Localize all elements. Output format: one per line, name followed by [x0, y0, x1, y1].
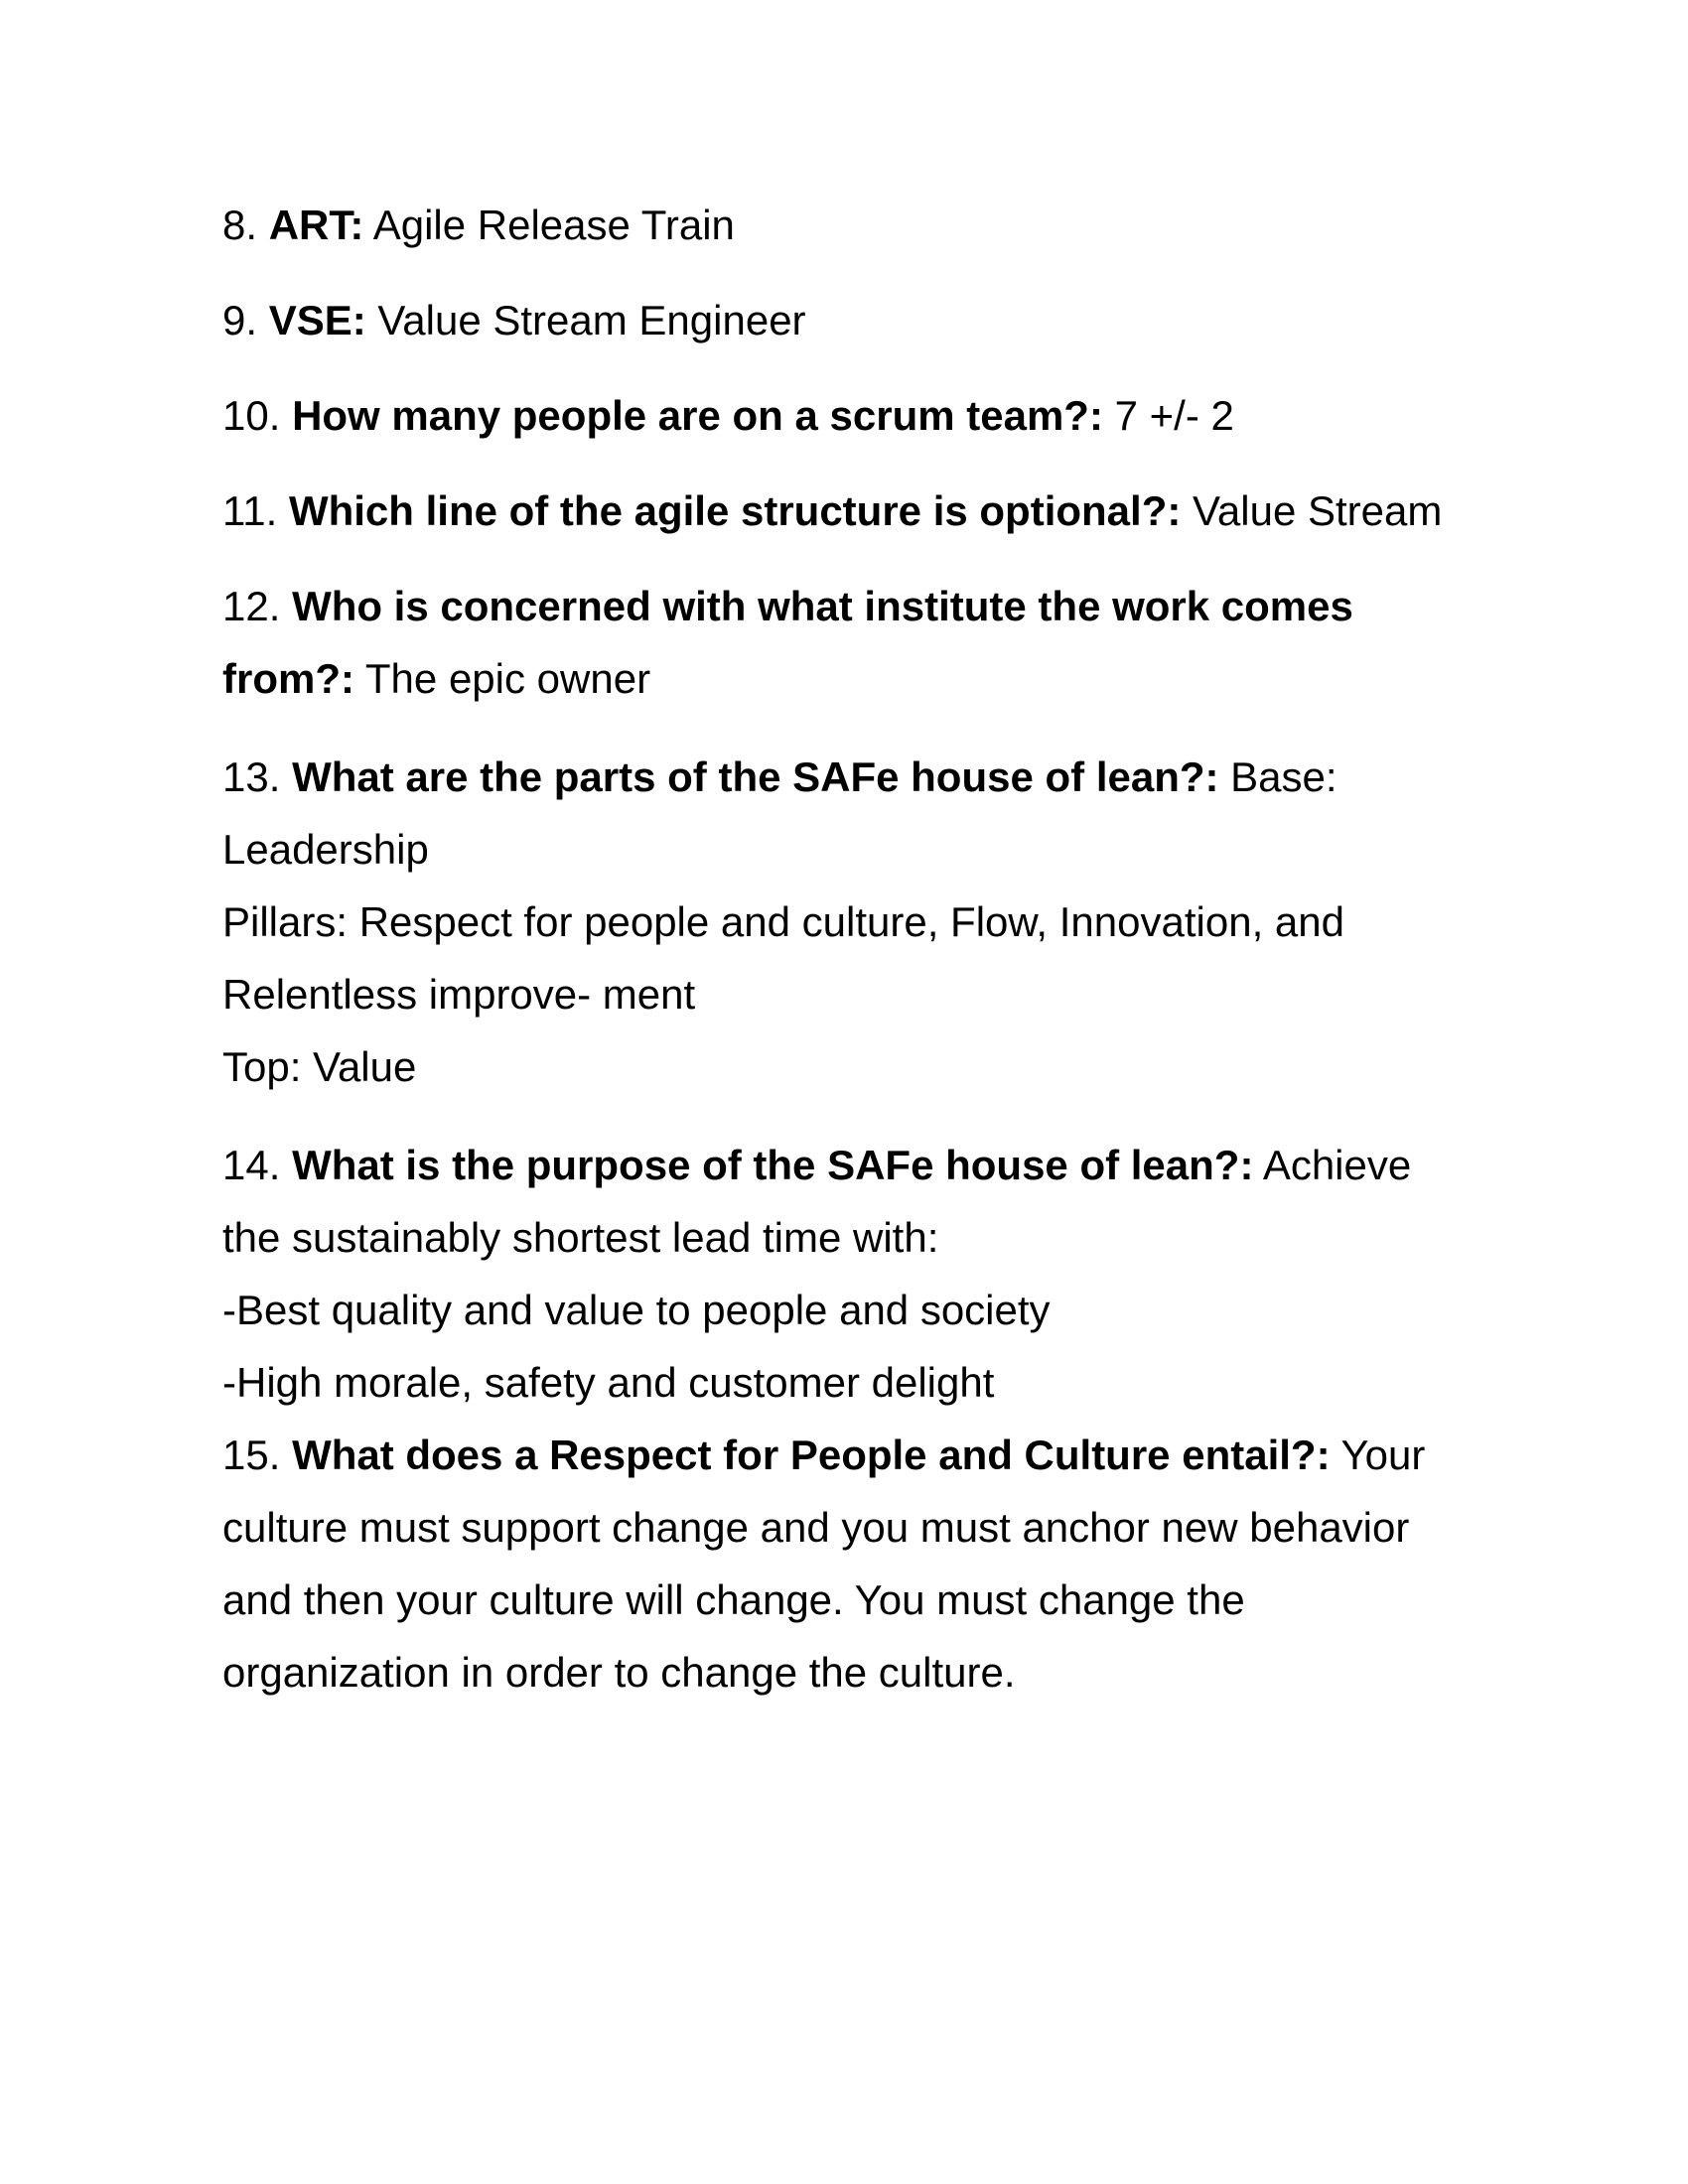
answer-line: Relentless improve- ment — [222, 971, 696, 1018]
item-answer: Agile Release Train — [372, 202, 735, 248]
qa-item-15 — [222, 1419, 1493, 1708]
item-question: What does a Respect for People and Culture entail?: — [292, 1432, 1331, 1478]
item-question: What is the purpose of the SAFe house of lean?: — [292, 1142, 1254, 1188]
item-answer: Achieve — [1262, 1142, 1412, 1188]
qa-line — [222, 284, 1493, 356]
answer-line: culture must support change and you must anchor new behavior — [222, 1504, 1410, 1551]
item-answer: The epic owner — [364, 655, 651, 702]
item-answer: Your — [1340, 1432, 1426, 1478]
item-answer: 7 +/- 2 — [1114, 392, 1234, 439]
item-answer: Value Stream — [1193, 487, 1443, 534]
qa-line — [222, 642, 1493, 715]
item-question-continued: from?: — [222, 655, 354, 702]
qa-item-12 — [222, 570, 1493, 715]
qa-line — [222, 741, 1493, 813]
answer-line: -Best quality and value to people and society — [222, 1287, 1051, 1333]
qa-line — [222, 1419, 1493, 1491]
qa-line — [222, 475, 1493, 547]
qa-line — [222, 1129, 1493, 1201]
answer-line: and then your culture will change. You must change the — [222, 1576, 1245, 1623]
answer-line: the sustainably shortest lead time with: — [222, 1214, 939, 1261]
qa-item-11 — [222, 475, 1493, 547]
item-number: 11. — [222, 487, 278, 534]
qa-item-10 — [222, 379, 1493, 452]
item-number: 15. — [222, 1432, 281, 1478]
document-content — [222, 189, 1493, 1708]
answer-line: Top: Value — [222, 1043, 417, 1090]
item-number: 12. — [222, 583, 281, 629]
qa-item-14 — [222, 1129, 1493, 1419]
item-question: How many people are on a scrum team?: — [292, 392, 1103, 439]
item-question: Who is concerned with what institute the work comes — [292, 583, 1353, 629]
answer-line: Pillars: Respect for people and culture, Flow, Innovation, and — [222, 898, 1344, 945]
answer-line: organization in order to change the culture. — [222, 1649, 1016, 1696]
item-answer: Value Stream Engineer — [377, 297, 806, 343]
answer-line: Leadership — [222, 826, 429, 873]
answer-line: -High morale, safety and customer delight — [222, 1359, 995, 1406]
qa-item-8 — [222, 189, 1493, 261]
item-number: 10. — [222, 392, 281, 439]
item-question: What are the parts of the SAFe house of lean?: — [292, 753, 1219, 800]
item-answer: Base: — [1230, 753, 1337, 800]
item-question: VSE: — [268, 297, 366, 343]
qa-item-13 — [222, 741, 1493, 1103]
item-number: 14. — [222, 1142, 281, 1188]
qa-line — [222, 379, 1493, 452]
item-question: Which line of the agile structure is optional?: — [288, 487, 1182, 534]
item-question: ART: — [268, 202, 364, 248]
item-number: 8. — [222, 202, 258, 248]
qa-item-9 — [222, 284, 1493, 356]
qa-line — [222, 570, 1493, 642]
item-number: 13. — [222, 753, 281, 800]
qa-line — [222, 189, 1493, 261]
item-number: 9. — [222, 297, 258, 343]
